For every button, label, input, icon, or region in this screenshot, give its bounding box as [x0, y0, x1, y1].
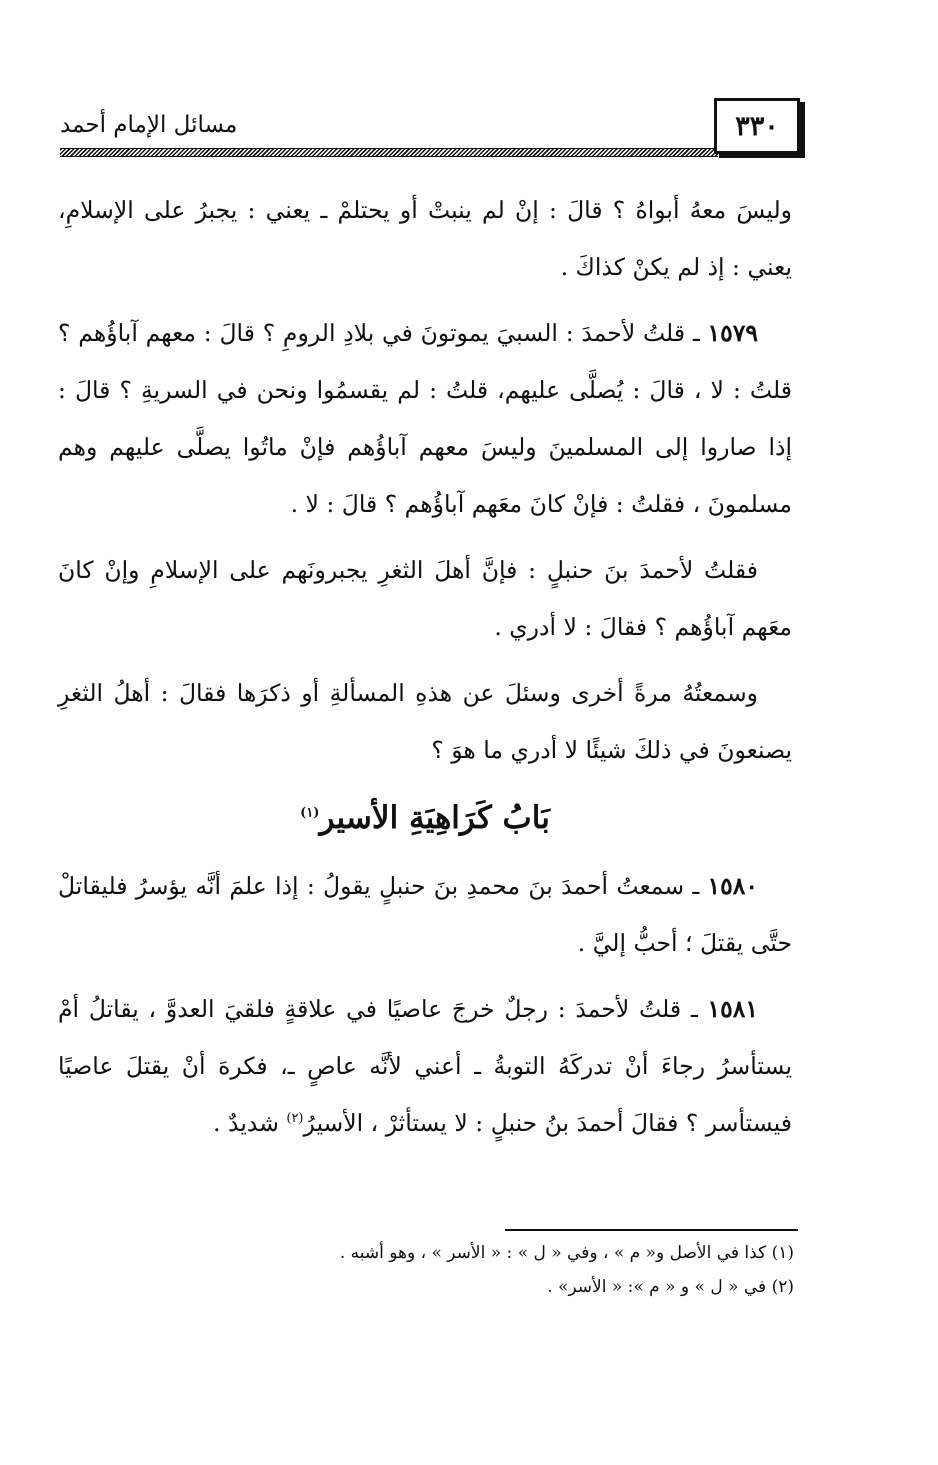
- paragraph-another-time: وسمعتُهُ مرةً أخرى وسئلَ عن هذهِ المسألةِ أو ذكرَها فقالَ : أهلُ الثغرِ يصنعونَ في ذلكَ شيئًا لا أدري ما هوَ ؟: [58, 679, 792, 764]
- entry-number: ١٥٧٩: [707, 319, 758, 347]
- paragraph-text-end: شديدٌ .: [213, 1109, 287, 1137]
- footnote-ref-2: (٢): [286, 1111, 304, 1127]
- paragraph-1580: [58, 858, 792, 972]
- paragraph-1579: [58, 305, 792, 533]
- paragraph-text: ـ قلتُ لأحمدَ : رجلٌ خرجَ عاصيًا في علاقةٍ فلقيَ العدوَّ ، يقاتلُ أمْ يستأسرُ رجاءَ أنْ تدركَهُ التوبةُ ـ أعني لأنَّه عاصٍ ـ، فكرهَ أنْ يقتلَ عاصيًا فيستأسر ؟ فقالَ أحمدَ بنُ حنبلٍ : لا يستأثرْ ، الأسيرُ: [58, 995, 792, 1137]
- paragraph-text: ـ سمعتُ أحمدَ بنَ محمدِ بنَ حنبلٍ يقولُ : إذا علمَ أنَّه يؤسرُ فليقاتلْ حتَّى يقتلَ ؛ أحبُّ إليَّ .: [58, 872, 792, 957]
- heading-text: بَابُ كَرَاهِيَةِ الأسير: [319, 800, 550, 836]
- paragraph-continuation: وليسَ معهُ أبواهُ ؟ قالَ : إنْ لم ينبتْ أو يحتلمْ ـ يعني : يجبرُ على الإسلامِ، يعني : إذ لم يكنْ كذاكَ .: [58, 196, 792, 281]
- page-number: ٣٣٠: [714, 98, 800, 154]
- body-text: [58, 182, 792, 1161]
- paragraph-thaghr-question: فقلتُ لأحمدَ بنَ حنبلٍ : فإنَّ أهلَ الثغرِ يجبرونَهم على الإسلامِ وإنْ كانَ معَهم آباؤُهم ؟ فقالَ : لا أدري .: [58, 556, 792, 641]
- page-header: [60, 98, 800, 160]
- entry-number: ١٥٨٠: [707, 872, 758, 900]
- paragraph-text: ـ قلتُ لأحمدَ : السبيَ يموتونَ في بلادِ الرومِ ؟ قالَ : معهم آباؤُهم ؟ قلتُ : لا ، قالَ : يُصلَّى عليهم، قلتُ : لم يقسمُوا ونحن في السريةِ ؟ قالَ : إذا صاروا إلى المسلمينَ وليسَ معهم آباؤُهم فإنْ ماتُوا يصلَّى عليهم وهم مسلمونَ ، فقلتُ : فإنْ كانَ معَهم آباؤُهم ؟ قالَ : لا .: [58, 319, 792, 518]
- running-title: مسائل الإمام أحمد: [60, 112, 238, 138]
- footnotes: [200, 1236, 794, 1304]
- footnote-2: (٢) في « ل » و « م »: « الأسر» .: [547, 1277, 794, 1297]
- footnote-rule: [505, 1229, 798, 1231]
- footnote-ref-1: (١): [300, 805, 320, 821]
- footnote-1: (١) كذا في الأصل و« م » ، وفي « ل » : « الأسر » ، وهو أشبه .: [339, 1243, 794, 1263]
- entry-number: ١٥٨١: [707, 995, 758, 1023]
- header-rule: [60, 148, 718, 157]
- paragraph-1581: [58, 981, 792, 1152]
- section-heading: [58, 788, 792, 848]
